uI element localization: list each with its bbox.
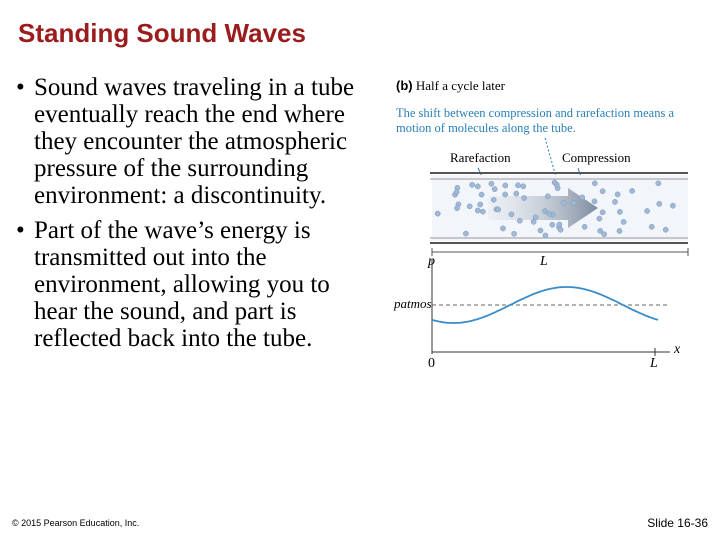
- molecule: [663, 227, 668, 232]
- molecule: [435, 211, 440, 216]
- molecule: [496, 207, 501, 212]
- molecule: [531, 219, 536, 224]
- bullet-text: Part of the wave’s energy is transmitted out into the environment, allowing you to hear the sound, and part is reflected back into the tube.: [34, 217, 330, 352]
- molecule: [503, 192, 508, 197]
- bullet-text: Sound waves traveling in a tube eventually reach the end where they encounter the atmospheric pressure of the surrounding environment: a discontinuity.: [34, 74, 355, 209]
- bullet-list: [16, 74, 376, 360]
- molecule: [621, 219, 626, 224]
- molecule: [592, 181, 597, 186]
- molecule: [612, 199, 617, 204]
- molecule: [509, 212, 514, 217]
- molecule: [552, 180, 557, 185]
- molecule: [645, 208, 650, 213]
- molecule: [492, 187, 497, 192]
- molecule: [656, 181, 661, 186]
- figure-note: The shift between compression and rarefaction means a motion of molecules along the tube.: [396, 106, 675, 135]
- molecule: [491, 197, 496, 202]
- molecule: [538, 228, 543, 233]
- molecule: [479, 192, 484, 197]
- bullet-item: [16, 74, 376, 209]
- patmos-label: patmos: [394, 296, 432, 311]
- molecule: [522, 195, 527, 200]
- molecule: [489, 181, 494, 186]
- molecule: [580, 195, 585, 200]
- molecule: [463, 231, 468, 236]
- molecule: [512, 231, 517, 236]
- bullet-symbol: •: [16, 74, 25, 101]
- molecule: [617, 209, 622, 214]
- x-tick-L: L: [650, 356, 658, 371]
- molecule: [582, 224, 587, 229]
- molecule: [521, 184, 526, 189]
- molecule: [515, 183, 520, 188]
- molecule: [478, 202, 483, 207]
- figure-graphics: [380, 72, 700, 392]
- molecule: [592, 199, 597, 204]
- tube-figure: [380, 72, 700, 392]
- molecule: [480, 209, 485, 214]
- molecule: [467, 204, 472, 209]
- x-axis-label: x: [674, 342, 681, 357]
- slide-title: Standing Sound Waves: [18, 18, 306, 48]
- molecule: [455, 206, 460, 211]
- tube-length-label: L: [540, 254, 548, 269]
- molecule: [670, 203, 675, 208]
- molecule: [475, 184, 480, 189]
- x-tick-zero: 0: [428, 356, 435, 371]
- p-axis-label: p: [428, 254, 435, 269]
- molecule: [630, 188, 635, 193]
- bullet-symbol: •: [16, 217, 25, 244]
- molecule: [514, 191, 519, 196]
- molecule: [503, 183, 508, 188]
- molecule: [557, 222, 562, 227]
- molecule: [470, 182, 475, 187]
- molecule: [571, 201, 576, 206]
- molecule: [600, 189, 605, 194]
- molecule: [545, 194, 550, 199]
- molecule: [517, 218, 522, 223]
- molecule: [558, 227, 563, 232]
- bullet-item: [16, 217, 376, 352]
- slide-number: Slide 16-36: [647, 516, 708, 530]
- molecule: [543, 233, 548, 238]
- copyright-footer: © 2015 Pearson Education, Inc.: [12, 518, 140, 528]
- rarefaction-label: Rarefaction: [450, 150, 511, 165]
- molecule: [600, 210, 605, 215]
- figure-heading-text: Half a cycle later: [415, 78, 505, 93]
- molecule: [500, 226, 505, 231]
- molecule: [657, 201, 662, 206]
- molecule: [649, 224, 654, 229]
- molecule: [542, 209, 547, 214]
- molecule: [475, 208, 480, 213]
- molecule: [550, 222, 555, 227]
- figure-panel-label: (b): [396, 78, 413, 93]
- molecule: [597, 216, 602, 221]
- molecule: [454, 190, 459, 195]
- molecule: [561, 200, 566, 205]
- molecule: [602, 232, 607, 237]
- molecule: [615, 192, 620, 197]
- molecule: [617, 228, 622, 233]
- compression-label: Compression: [562, 150, 631, 165]
